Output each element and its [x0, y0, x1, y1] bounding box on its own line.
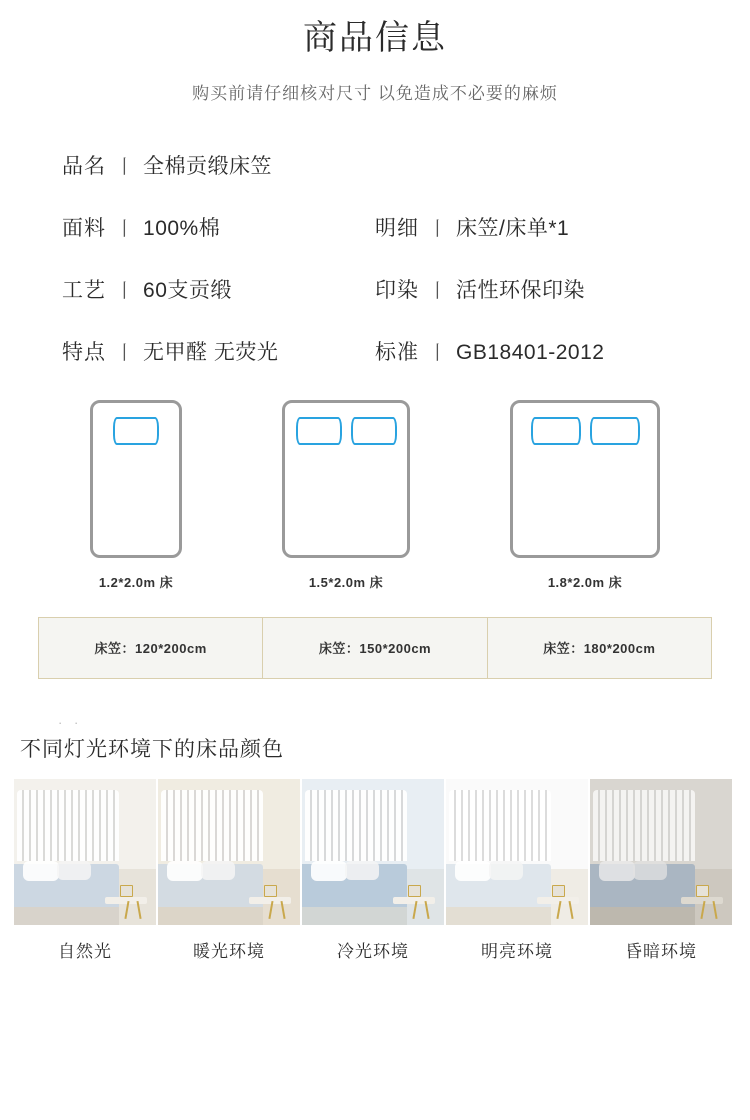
spec-item-detail [375, 212, 688, 242]
spec-separator: 丨 [115, 280, 135, 302]
bedroom-photo [14, 779, 156, 925]
spec-item-craft [62, 274, 375, 304]
bed-caption: 1.8*2.0m 床 [547, 574, 623, 590]
spec-separator: 丨 [115, 342, 135, 364]
pillow-icon [590, 417, 640, 445]
pillow-group [93, 403, 179, 445]
spec-separator: 丨 [428, 218, 448, 240]
pillow-group [285, 403, 407, 445]
lighting-item-natural [14, 779, 156, 962]
lighting-caption: 冷光环境 [337, 941, 409, 961]
spec-row [62, 336, 688, 366]
spec-value: 全棉贡缎床笠 [143, 154, 273, 178]
pillow-icon [351, 417, 397, 445]
bed-caption: 1.2*2.0m 床 [98, 574, 174, 590]
bed-outline-icon [510, 400, 660, 558]
bed-diagram-150 [282, 400, 410, 591]
pillow-group [513, 403, 657, 445]
spec-separator: 丨 [428, 280, 448, 302]
pillow-icon [531, 417, 581, 445]
lighting-item-dim [590, 779, 732, 962]
spec-item-name [62, 150, 688, 180]
spec-label: 印染 [375, 278, 419, 302]
spec-row [62, 150, 688, 180]
spec-row [62, 212, 688, 242]
lighting-section-heading: 不同灯光环境下的床品颜色 [20, 737, 284, 761]
lighting-item-warm [158, 779, 300, 962]
lighting-item-cool [302, 779, 444, 962]
spec-value: 活性环保印染 [456, 278, 586, 302]
page-title: 商品信息 [303, 19, 447, 57]
spec-label: 特点 [62, 340, 106, 364]
bedroom-photo [590, 779, 732, 925]
pillow-icon [113, 417, 159, 445]
size-cell: 床笠：180*200cm [543, 641, 656, 657]
spec-value: 60支贡缎 [143, 278, 232, 302]
spec-label: 品名 [62, 154, 106, 178]
size-table [38, 617, 712, 679]
spec-item-feature [62, 336, 375, 366]
lighting-photo-row [0, 779, 750, 962]
spec-value: 100%棉 [143, 216, 221, 240]
spec-value: GB18401-2012 [456, 340, 605, 364]
spec-item-standard [375, 336, 688, 366]
spec-label: 标准 [375, 340, 419, 364]
lighting-item-bright [446, 779, 588, 962]
spec-item-dyeing [375, 274, 688, 304]
lighting-caption: 自然光 [58, 941, 112, 961]
spec-label: 明细 [375, 216, 419, 240]
decorative-dots: · · [58, 714, 83, 730]
bed-outline-icon [90, 400, 182, 558]
spec-separator: 丨 [115, 218, 135, 240]
bed-diagram-120 [90, 400, 182, 591]
bed-caption: 1.5*2.0m 床 [308, 574, 384, 590]
spec-label: 工艺 [62, 278, 106, 302]
page-subtitle: 购买前请仔细核对尺寸 以免造成不必要的麻烦 [192, 83, 558, 103]
spec-value: 无甲醛 无荧光 [143, 340, 279, 364]
spec-label: 面料 [62, 216, 106, 240]
bedroom-photo [446, 779, 588, 925]
spec-separator: 丨 [428, 342, 448, 364]
size-cell: 床笠：150*200cm [263, 618, 487, 678]
spec-row [62, 274, 688, 304]
spec-item-fabric [62, 212, 375, 242]
lighting-caption: 明亮环境 [481, 941, 553, 961]
bedroom-photo [158, 779, 300, 925]
bed-outline-icon [282, 400, 410, 558]
spec-separator: 丨 [115, 156, 135, 178]
lighting-caption: 暖光环境 [193, 941, 265, 961]
pillow-icon [296, 417, 342, 445]
bed-diagram-group [0, 400, 750, 591]
bedroom-photo [302, 779, 444, 925]
size-cell: 床笠：120*200cm [39, 618, 263, 678]
bed-diagram-180 [510, 400, 660, 591]
spec-list [0, 150, 750, 366]
lighting-caption: 昏暗环境 [625, 941, 697, 961]
spec-value: 床笠/床单*1 [456, 216, 570, 240]
